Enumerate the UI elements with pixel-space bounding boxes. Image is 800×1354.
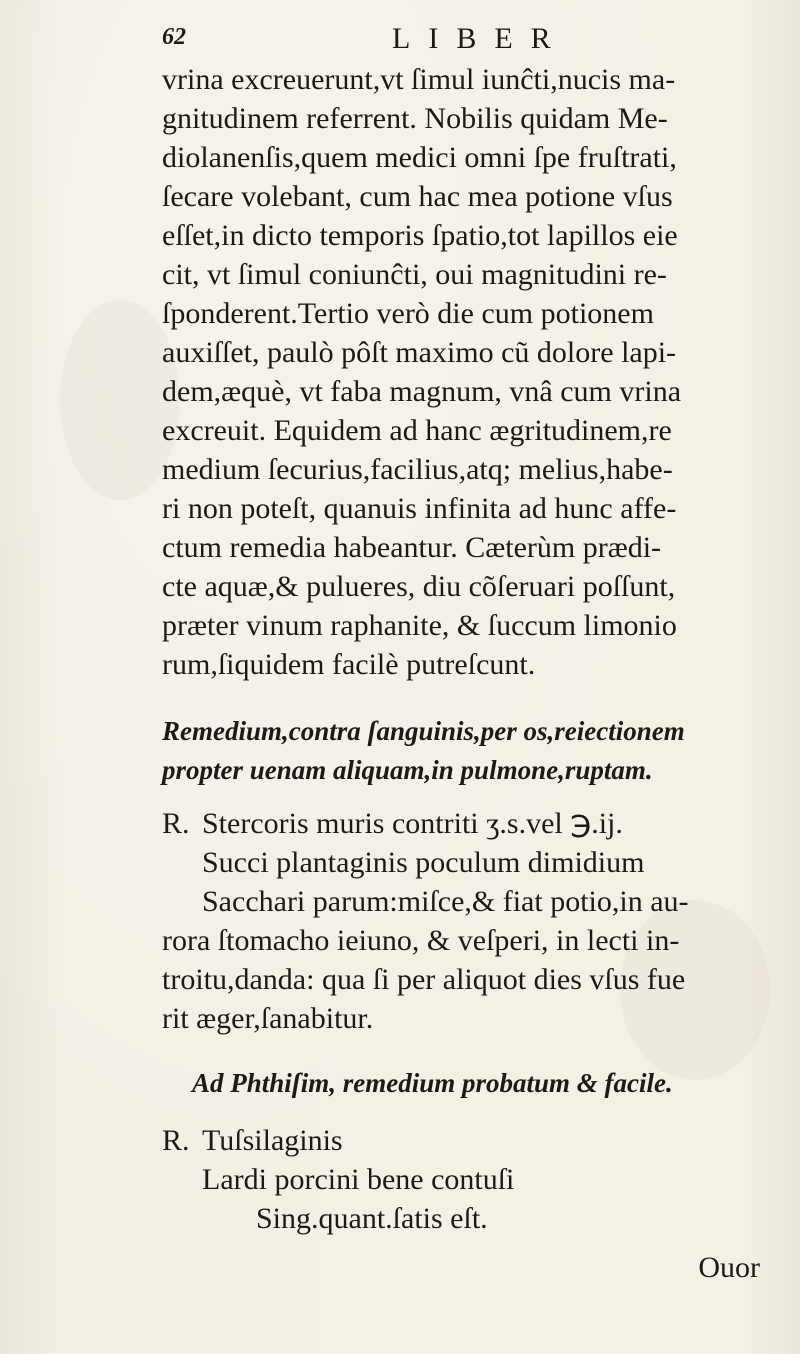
ingredient-text: Tuſsilaginis — [202, 1124, 343, 1157]
recipe-title: propter uenam aliquam,in pulmone,ruptam. — [162, 755, 653, 785]
recipe-mark: R. — [162, 807, 190, 840]
page-number: 62 — [162, 24, 186, 50]
text-line: rum,ſiquidem facilè putreſcunt. — [162, 648, 536, 681]
text-line: rit æger,ſanabitur. — [162, 1002, 374, 1035]
recipe-quantity: Sing.quant.ſatis eſt. — [256, 1202, 488, 1235]
text-line: gnitudinem referrent. Nobilis quidam Me- — [162, 102, 668, 135]
text-line: dem,æquè, vt faba magnum, vnâ cum vrina — [162, 375, 682, 408]
recipe-mark: R. — [162, 1124, 190, 1157]
recipe-ingredient: Sacchari parum:miſce,& fiat potio,in au- — [202, 885, 689, 918]
text-line: excreuit. Equidem ad hanc ægritudinem,re — [162, 414, 672, 447]
text-line: troitu,danda: qua ſi per aliquot dies vſus fue — [162, 963, 686, 996]
text-line: diolanenſis,quem medici omni ſpe fruſtrati, — [162, 141, 677, 174]
text-line: ri non poteſt, quanuis infinita ad hunc affe- — [162, 492, 677, 525]
text-line: cit, vt ſimul coniunĉti, oui magnitudini re- — [162, 258, 667, 291]
recipe-ingredient: Lardi porcini bene contuſi — [202, 1163, 515, 1196]
text-line: auxiſſet, paulò pôſt maximo cũ dolore lapi- — [162, 336, 677, 369]
running-head: LIBER — [392, 22, 569, 55]
recipe-1 — [162, 712, 800, 1038]
text-line: cte aquæ,& pulueres, diu cõſeruari poſſunt, — [162, 570, 676, 603]
recipe-ingredient — [162, 1121, 800, 1160]
recipe-2 — [162, 1064, 800, 1238]
text-line: rora ſtomacho ieiuno, & veſperi, in lecti in- — [162, 924, 680, 957]
page-header — [160, 22, 640, 62]
text-line: vrina excreuerunt,vt ſimul iunĉti,nucis ma- — [162, 63, 676, 96]
recipe-ingredient: Succi plantaginis poculum dimidium — [202, 846, 645, 879]
recipe-title: Remedium,contra ſanguinis,per os,reiectionem — [162, 716, 685, 746]
catchword: Ouor — [698, 1251, 760, 1284]
recipe-ingredient — [162, 804, 800, 843]
ingredient-text: Stercoris muris contriti ʒ.s.vel ℈.ij. — [202, 807, 623, 840]
paragraph-1 — [162, 60, 800, 684]
text-line: ctum remedia habeantur. Cæterùm prædi- — [162, 531, 662, 564]
text-line: præter vinum raphanite, & ſuccum limonio — [162, 609, 677, 642]
recipe-title: Ad Phthiſim, remedium probatum & facile. — [192, 1068, 673, 1098]
text-line: ſponderent.Tertio verò die cum potionem — [162, 297, 654, 330]
text-line: ſecare volebant, cum hac mea potione vſus — [162, 180, 673, 213]
text-line: medium ſecurius,facilius,atq; melius,habe- — [162, 453, 673, 486]
text-line: eſſet,in dicto temporis ſpatio,tot lapillos eie — [162, 219, 678, 252]
body-text — [162, 60, 800, 1287]
